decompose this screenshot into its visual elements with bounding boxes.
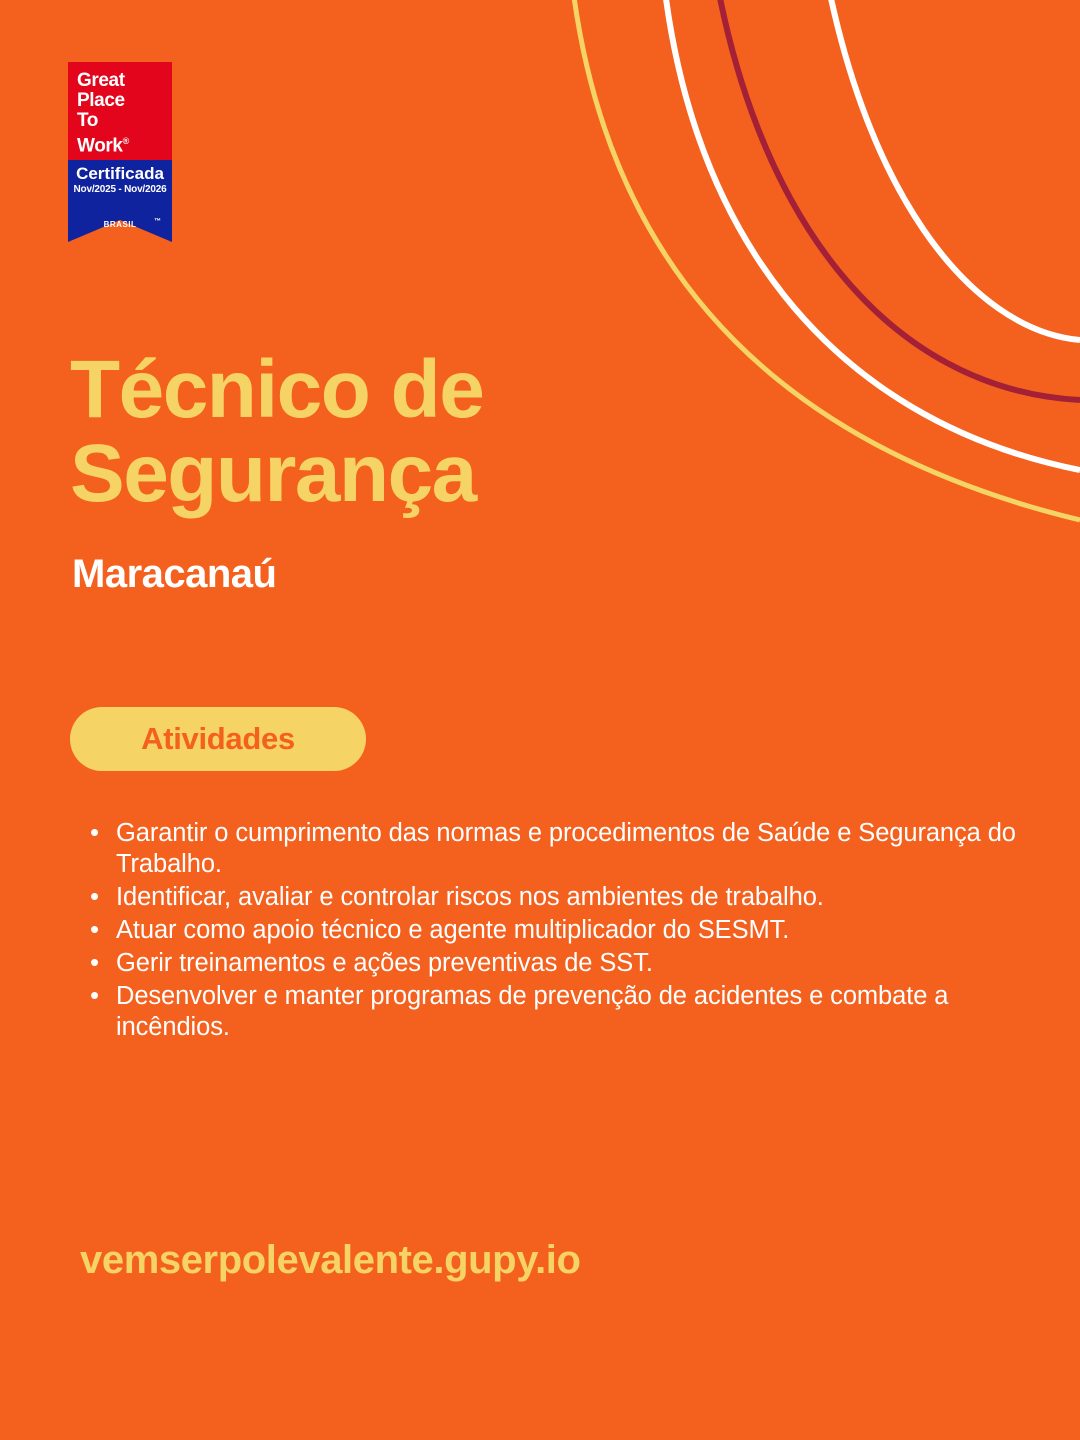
page-title: Técnico de Segurança <box>70 344 484 519</box>
gptw-country-label: BRASIL <box>103 220 137 229</box>
gptw-line-3: To <box>77 110 99 131</box>
list-item: • Identificar, avaliar e controlar riscos nos ambientes de trabalho. <box>112 882 1022 913</box>
gptw-badge-top <box>68 62 172 160</box>
gptw-line-1: Great <box>77 70 125 91</box>
list-item: • Gerir treinamentos e ações preventivas de SST. <box>112 948 1022 979</box>
list-item: • Garantir o cumprimento das normas e procedimentos de Saúde e Segurança do Trabalho. <box>112 818 1022 880</box>
gptw-certification-badge <box>68 62 172 232</box>
list-item: • Desenvolver e manter programas de prevenção de acidentes e combate a incêndios. <box>112 981 1022 1043</box>
gptw-line-4: Work® <box>77 135 129 157</box>
list-item: • Atuar como apoio técnico e agente multiplicador do SESMT. <box>112 915 1022 946</box>
section-pill-atividades <box>70 707 366 771</box>
gptw-period-label: Nov/2025 - Nov/2026 <box>73 184 167 195</box>
activities-list <box>82 818 1022 1045</box>
job-location: Maracanaú <box>72 552 277 596</box>
gptw-line-2: Place <box>77 90 125 111</box>
gptw-badge-bottom <box>68 160 172 220</box>
registered-mark-icon: ® <box>122 136 129 146</box>
trademark-mark-icon: ™ <box>154 218 161 225</box>
decorative-arcs <box>520 0 1080 640</box>
careers-site-url[interactable]: vemserpolevalente.gupy.io <box>80 1238 581 1282</box>
section-pill-label: Atividades <box>141 721 295 756</box>
gptw-certified-label: Certificada <box>76 164 164 183</box>
